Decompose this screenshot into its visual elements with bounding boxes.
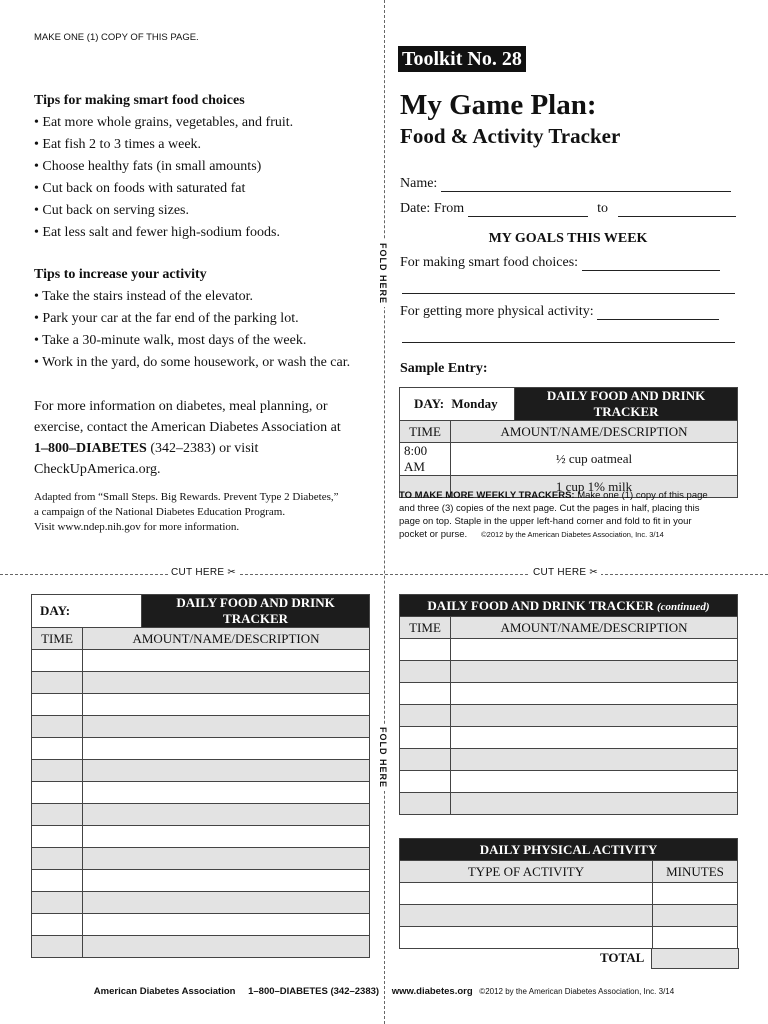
sample-day-value: Monday [451, 396, 498, 411]
time-cell[interactable] [400, 771, 451, 793]
food-tracker-continued-header [400, 595, 738, 617]
fold-here-label-top: FOLD HERE [378, 240, 388, 307]
food-tip: • Eat less salt and fewer high-sodium foods. [34, 225, 280, 240]
minutes-cell[interactable] [653, 927, 738, 949]
adapted-line: a campaign of the National Diabetes Education Program. [34, 506, 286, 518]
table-row [32, 760, 370, 782]
description-cell[interactable] [451, 793, 738, 815]
description-cell[interactable] [83, 738, 370, 760]
table-row [32, 848, 370, 870]
table-row [32, 936, 370, 958]
sample-tracker-table [399, 387, 738, 498]
goal-activity-field-line2[interactable] [402, 342, 735, 343]
time-cell[interactable] [32, 936, 83, 958]
instructions-line: page on top. Staple in the upper left-hand corner and fold to fit in your [399, 516, 692, 527]
activity-type-cell[interactable] [400, 883, 653, 905]
table-row [400, 749, 738, 771]
description-cell[interactable] [83, 870, 370, 892]
daily-food-tracker-table [31, 594, 370, 958]
adapted-line: Visit www.ndep.nih.gov for more information. [34, 521, 240, 533]
sample-col-desc: AMOUNT/NAME/DESCRIPTION [451, 421, 738, 443]
instructions-line: and three (3) copies of the next page. Cut the pages in half, placing this [399, 503, 700, 514]
adapted-line: Adapted from “Small Steps. Big Rewards. Prevent Type 2 Diabetes,” [34, 491, 339, 503]
instructions-text: Make one (1) copy of this page [574, 490, 708, 501]
col-activity-type: TYPE OF ACTIVITY [400, 861, 653, 883]
table-row [32, 826, 370, 848]
food-tip: • Cut back on foods with saturated fat [34, 181, 246, 196]
adapted-note [34, 490, 379, 535]
date-to-field[interactable] [618, 202, 736, 217]
page-subtitle: Food & Activity Tracker [400, 124, 621, 148]
table-row [32, 650, 370, 672]
sample-day-label: DAY: [414, 396, 445, 411]
description-cell[interactable] [451, 749, 738, 771]
table-row [400, 771, 738, 793]
food-tips-heading: Tips for making smart food choices [34, 93, 245, 108]
goals-heading: MY GOALS THIS WEEK [488, 231, 648, 246]
info-line: CheckUpAmerica.org. [34, 462, 161, 477]
description-cell[interactable] [451, 771, 738, 793]
instructions-bold: TO MAKE MORE WEEKLY TRACKERS: [399, 490, 575, 501]
info-line: For more information on diabetes, meal planning, or [34, 399, 328, 414]
col-time: TIME [400, 617, 451, 639]
food-tip: • Eat fish 2 to 3 times a week. [34, 137, 202, 152]
goal-activity-label: For getting more physical activity: [400, 304, 594, 319]
goal-activity-field[interactable] [597, 305, 719, 320]
time-cell[interactable] [32, 826, 83, 848]
description-cell[interactable] [83, 782, 370, 804]
activity-tip: • Work in the yard, do some housework, or wash the car. [34, 355, 351, 370]
time-cell[interactable] [32, 738, 83, 760]
time-cell[interactable] [32, 716, 83, 738]
col-desc: AMOUNT/NAME/DESCRIPTION [451, 617, 738, 639]
time-cell[interactable] [400, 727, 451, 749]
table-row [32, 716, 370, 738]
time-cell[interactable] [400, 639, 451, 661]
info-phone-rest: (342–2383) or visit [146, 441, 259, 456]
more-info [34, 396, 374, 480]
description-cell[interactable] [451, 639, 738, 661]
time-cell[interactable] [400, 793, 451, 815]
minutes-cell[interactable] [653, 905, 738, 927]
food-tip: • Cut back on serving sizes. [34, 203, 189, 218]
table-row [32, 892, 370, 914]
description-cell[interactable] [83, 694, 370, 716]
center-fold-line [384, 0, 385, 1024]
sample-tracker-header: DAILY FOOD AND DRINK TRACKER [515, 388, 738, 421]
cut-line [0, 574, 768, 575]
description-cell[interactable] [451, 661, 738, 683]
table-row [400, 705, 738, 727]
activity-type-cell[interactable] [400, 927, 653, 949]
instructions-copyright: ©2012 by the American Diabetes Association, Inc. 3/14 [481, 530, 664, 539]
time-cell[interactable] [32, 782, 83, 804]
name-field[interactable] [441, 177, 731, 192]
table-row [32, 804, 370, 826]
page-title: My Game Plan: [400, 89, 597, 121]
time-cell[interactable] [32, 804, 83, 826]
description-cell[interactable] [83, 826, 370, 848]
sample-row-desc: ½ cup oatmeal [451, 443, 738, 476]
name-label: Name: [400, 176, 438, 191]
goal-activity-row [400, 304, 740, 320]
footer-phone: 1–800–DIABETES (342–2383) [248, 986, 380, 997]
cut-here-label-left: CUT HERE ✂ [168, 567, 239, 578]
fold-here-label-bottom: FOLD HERE [378, 724, 388, 791]
description-cell[interactable] [83, 760, 370, 782]
time-cell[interactable] [400, 749, 451, 771]
activity-tip: • Park your car at the far end of the parking lot. [34, 311, 299, 326]
table-row [32, 782, 370, 804]
description-cell[interactable] [83, 650, 370, 672]
date-from-label: Date: From [400, 201, 465, 216]
description-cell[interactable] [83, 914, 370, 936]
footer [0, 986, 768, 997]
total-label: TOTAL [600, 950, 645, 965]
instructions-line: pocket or purse. ©2012 by the American Diabetes Association, Inc. 3/14 [399, 529, 664, 540]
food-tips [34, 93, 374, 244]
toolkit-badge: Toolkit No. 28 [398, 46, 526, 72]
instructions-line [399, 489, 739, 502]
description-cell[interactable] [83, 672, 370, 694]
goal-food-row [400, 255, 740, 271]
sample-entry-label: Sample Entry: [400, 361, 488, 376]
continued-header-text: DAILY FOOD AND DRINK TRACKER [427, 597, 654, 613]
name-field-row [400, 176, 736, 192]
table-row [32, 694, 370, 716]
date-from-field[interactable] [468, 202, 588, 217]
table-row [32, 914, 370, 936]
info-line: exercise, contact the American Diabetes Association at [34, 420, 341, 435]
info-phone-bold: 1–800–DIABETES [34, 441, 147, 456]
footer-copyright: ©2012 by the American Diabetes Association, Inc. 3/14 [479, 987, 675, 996]
activity-tip: • Take the stairs instead of the elevator. [34, 289, 254, 304]
table-row [32, 738, 370, 760]
food-tracker-header: DAILY FOOD AND DRINK TRACKER [142, 595, 370, 628]
table-row [400, 661, 738, 683]
time-cell[interactable] [32, 760, 83, 782]
activity-header: DAILY PHYSICAL ACTIVITY [400, 839, 738, 861]
date-field-row [400, 201, 740, 217]
activity-type-cell[interactable] [400, 905, 653, 927]
sample-day-cell [400, 388, 515, 421]
day-cell[interactable] [32, 595, 142, 628]
footer-site: www.diabetes.org [391, 986, 473, 997]
table-row [400, 793, 738, 815]
goal-food-field[interactable] [582, 256, 720, 271]
daily-food-tracker-continued-table [399, 594, 738, 815]
col-time: TIME [32, 628, 83, 650]
time-cell[interactable] [32, 892, 83, 914]
minutes-cell[interactable] [653, 883, 738, 905]
activity-tips [34, 267, 379, 374]
food-tip: • Choose healthy fats (in small amounts) [34, 159, 262, 174]
time-cell[interactable] [400, 661, 451, 683]
table-row [400, 639, 738, 661]
table-row [32, 870, 370, 892]
day-label: DAY: [40, 603, 71, 618]
description-cell[interactable] [83, 848, 370, 870]
description-cell[interactable] [83, 936, 370, 958]
time-cell[interactable] [400, 683, 451, 705]
activity-tips-heading: Tips to increase your activity [34, 267, 207, 282]
goal-food-field-line2[interactable] [402, 293, 735, 294]
time-cell[interactable] [400, 705, 451, 727]
description-cell[interactable] [451, 683, 738, 705]
footer-org: American Diabetes Association [93, 986, 236, 997]
col-desc: AMOUNT/NAME/DESCRIPTION [83, 628, 370, 650]
info-phone-line [34, 438, 374, 459]
cut-here-label-right: CUT HERE ✂ [530, 567, 601, 578]
time-cell[interactable] [32, 650, 83, 672]
sample-row-desc: 1 cup 1% milk [451, 476, 738, 498]
continued-tag: (continued) [657, 600, 710, 613]
total-field[interactable] [651, 948, 739, 969]
description-cell[interactable] [451, 727, 738, 749]
table-row [400, 727, 738, 749]
sample-col-time: TIME [400, 421, 451, 443]
time-cell[interactable] [32, 870, 83, 892]
copy-note: MAKE ONE (1) COPY OF THIS PAGE. [34, 32, 199, 43]
food-tip: • Eat more whole grains, vegetables, and fruit. [34, 115, 294, 130]
date-to-label: to [597, 201, 609, 216]
table-row [32, 672, 370, 694]
time-cell[interactable] [32, 848, 83, 870]
description-cell[interactable] [451, 705, 738, 727]
goal-food-label: For making smart food choices: [400, 255, 579, 270]
sample-row-time: 8:00 AM [400, 443, 451, 476]
instructions [399, 489, 739, 541]
description-cell[interactable] [83, 892, 370, 914]
description-cell[interactable] [83, 804, 370, 826]
time-cell[interactable] [32, 672, 83, 694]
description-cell[interactable] [83, 716, 370, 738]
col-minutes: MINUTES [653, 861, 738, 883]
activity-tip: • Take a 30-minute walk, most days of the week. [34, 333, 307, 348]
time-cell[interactable] [32, 694, 83, 716]
daily-physical-activity-table [399, 838, 738, 949]
table-row [400, 683, 738, 705]
time-cell[interactable] [32, 914, 83, 936]
